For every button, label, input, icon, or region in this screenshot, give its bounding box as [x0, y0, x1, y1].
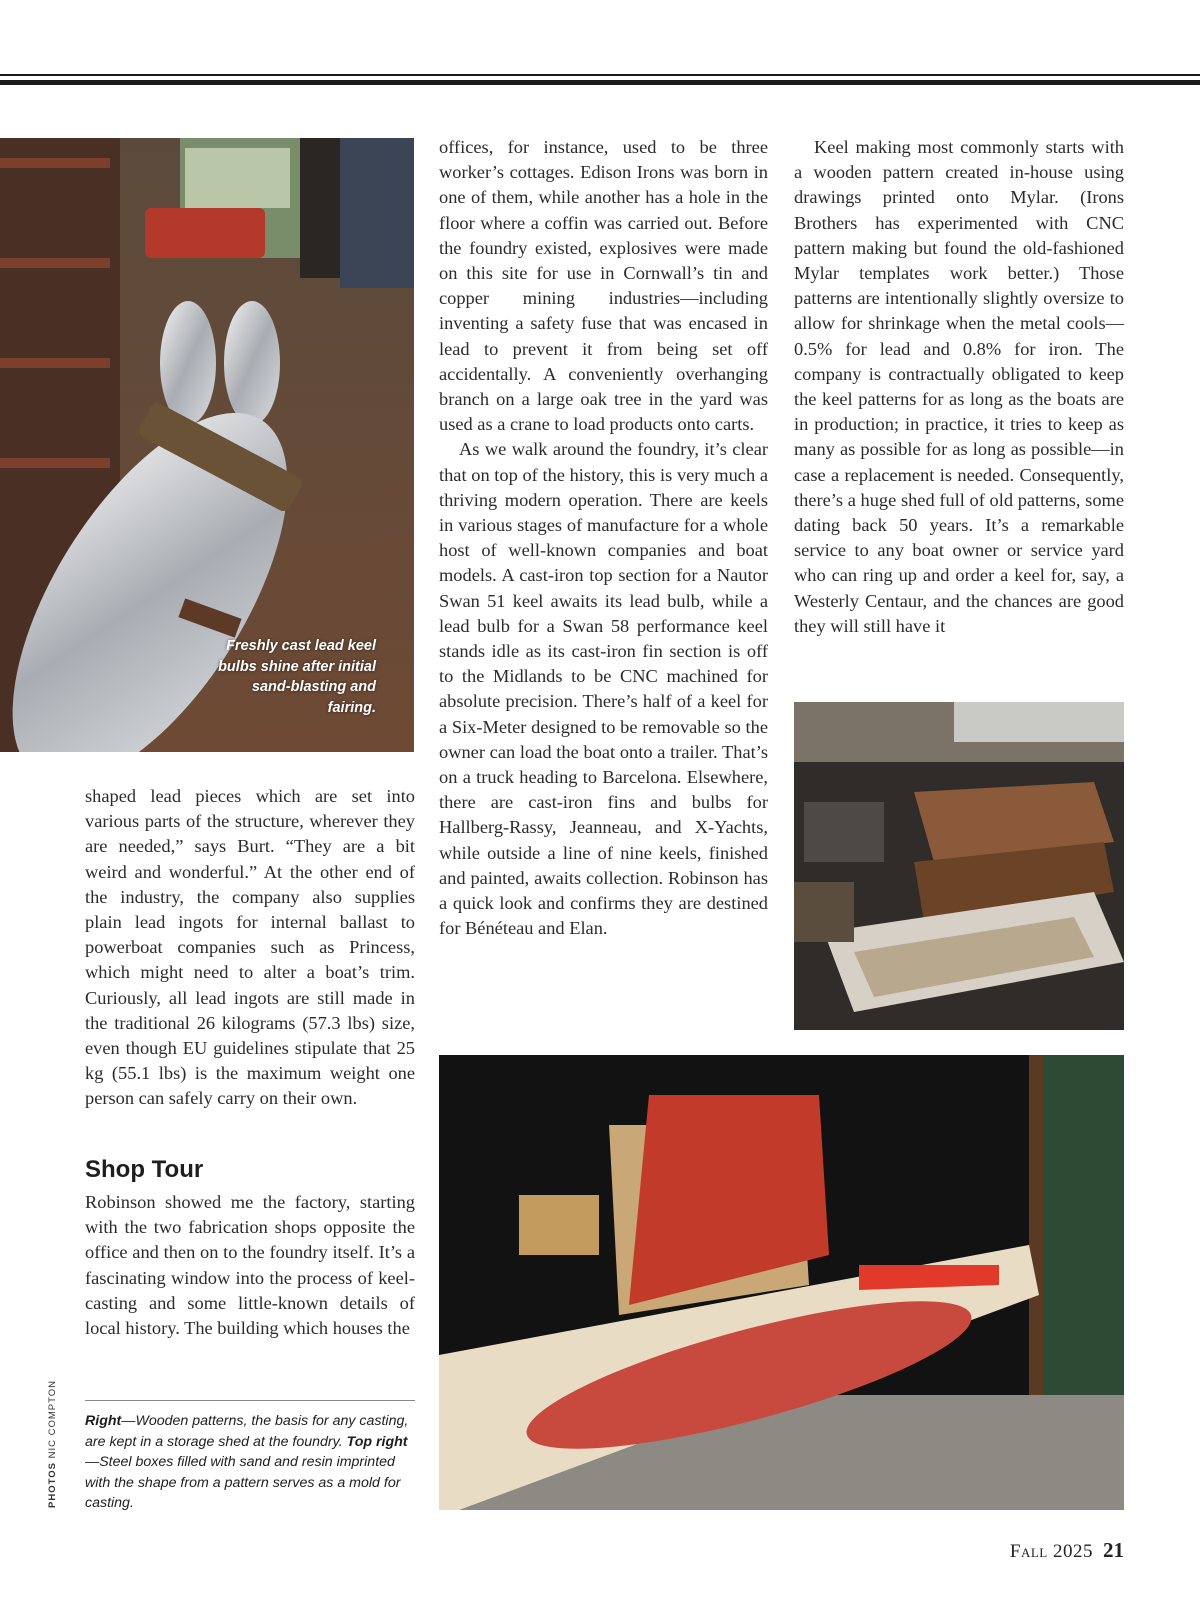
folio-season: Fall 2025: [1009, 1541, 1093, 1562]
photo-credit-label: PHOTOS: [47, 1462, 58, 1508]
photo-credit-name: NIC COMPTON: [47, 1380, 58, 1459]
body-paragraph: As we walk around the foundry, it’s clear that on top of the history, this is very much a thriving modern operation. There are keels in various stages of manufacture for a whole host of well-known companies and boat models. A cast-iron top section for a Nautor Swan 51 keel awaits its lead bulb, while a lead bulb for a Swan 58 performance keel stands idle as its cast-iron fin section is off to the Midlands to be CNC machined for absolute precision. There’s half of a keel for a Six-Meter designed to be removable so the owner can load the boat onto a trailer. That’s on a truck heading to Barcelona. Elsewhere, there are cast-iron fins and bulbs for Hallberg-Rassy, Jeanneau, and X-Yachts, while outside a line of nine keels, finished and painted, awaits collection. Robinson has a quick look and confirms they are destined for Bénéteau and Elan.: [439, 439, 768, 939]
caption-rule: [85, 1400, 415, 1401]
photo-credit: [47, 1380, 58, 1508]
caption-text-right: —Wooden patterns, the basis for any casting, are kept in a storage shed at the foundry.: [85, 1413, 409, 1450]
caption-text-top-right: —Steel boxes filled with sand and resin imprinted with the shape from a pattern serves as a mold for casting.: [85, 1454, 401, 1511]
caption-label-top-right: Top right: [346, 1433, 408, 1450]
header-rule-thick: [0, 80, 1200, 85]
column-right: [794, 135, 1124, 639]
photo-caption-keel-bulbs: Freshly cast lead keel bulbs shine after initial sand-blasting and fairing.: [218, 638, 376, 716]
column-left-bottom: [85, 784, 415, 1112]
body-paragraph: Robinson showed me the factory, starting with the two fabrication shops opposite the office and then on to the foundry itself. It’s a fascinating window into the process of keel-casting and some little-known details of local history. The building which houses the: [85, 1192, 415, 1339]
caption-label-right: Right: [85, 1413, 122, 1429]
page-folio: [1010, 1538, 1124, 1563]
page-number: 21: [1103, 1538, 1124, 1562]
body-paragraph: Keel making most commonly starts with a wooden pattern created in-house using drawings printed onto Mylar. (Irons Brothers has experimented with CNC pattern making but found the old-fashioned Mylar templates work better.) Those patterns are intentionally slightly oversize to allow for shrinkage when the metal cools—0.5% for lead and 0.8% for iron. The company is contractually obligated to keep the keel patterns for as long as the boats are in production; in practice, it tries to keep as many as possible for as long as possible—in case a replacement is needed. Consequently, there’s a huge shed full of old patterns, some dating back 50 years. It’s a remarkable service to any boat owner or service yard who can ring up and order a keel for, say, a Westerly Centaur, and the chances are good they will still have it: [794, 137, 1124, 636]
column-left-after-heading: [85, 1190, 415, 1341]
body-paragraph: shaped lead pieces which are set into various parts of the structure, wherever they are needed,” says Burt. “They are a bit weird and wonderful.” At the other end of the industry, the company also supplies plain lead ingots for internal ballast to powerboat companies such as Princess, which might need to alter a boat’s trim. Curiously, all lead ingots are still made in the traditional 26 kilograms (57.3 lbs) size, even though EU guidelines stipulate that 25 kg (55.1 lbs) is the maximum weight one person can safely carry on their own.: [85, 786, 415, 1109]
body-paragraph: offices, for instance, used to be three worker’s cottages. Edison Irons was born in one of them, while another has a hole in the floor where a coffin was carried out. Before the foundry existed, explosives were made on this site for use in Cornwall’s tin and copper mining industries—including inventing a safety fuse that was encased in lead to prevent it from being set off accidentally. A conveniently overhanging branch on a large oak tree in the yard was used as a crane to load products onto carts.: [439, 137, 768, 435]
photo-wooden-patterns: [439, 1055, 1124, 1510]
section-heading: Shop Tour: [85, 1156, 204, 1183]
header-rule-thin: [0, 74, 1200, 76]
photo-steel-boxes: [794, 702, 1124, 1030]
photo-caption-bottom: [85, 1411, 420, 1514]
column-middle: [439, 135, 768, 942]
